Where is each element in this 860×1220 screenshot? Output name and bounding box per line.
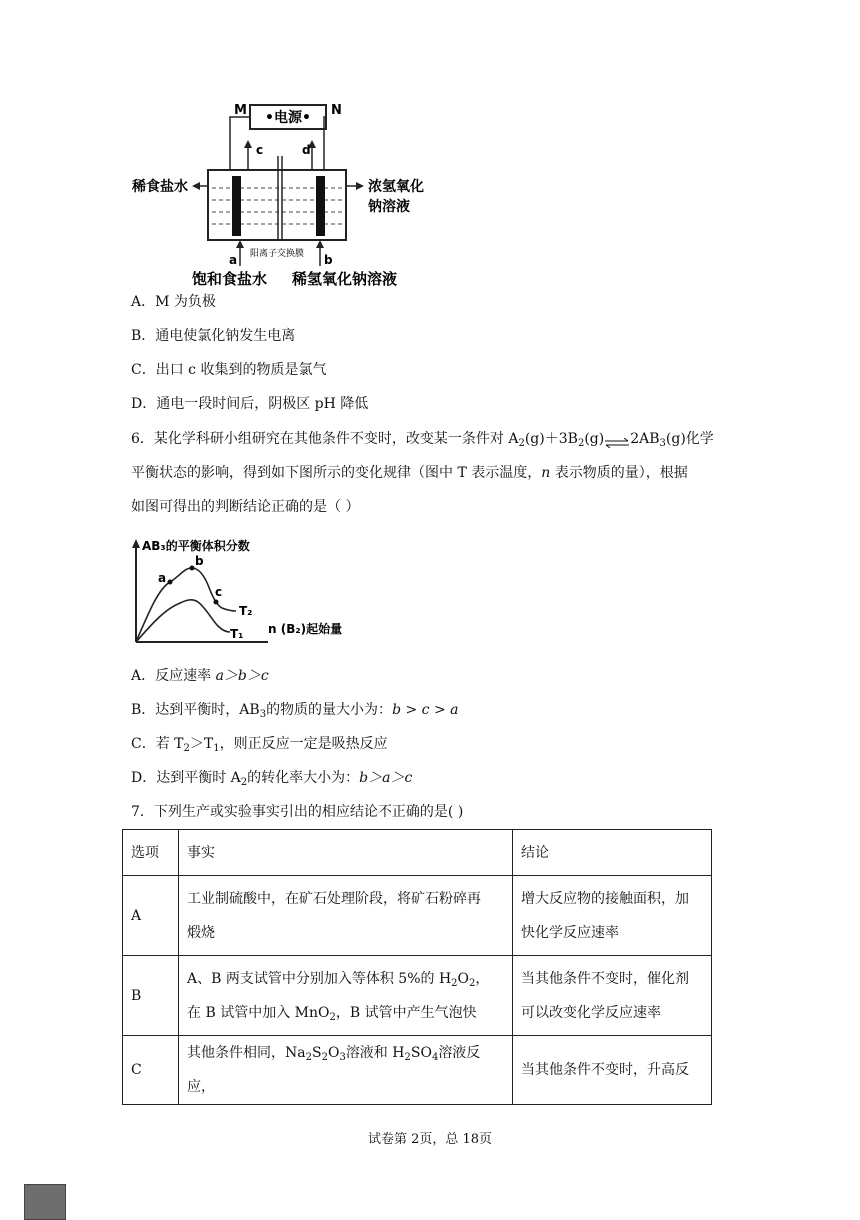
row-c-fact: 其他条件相同，$Na_2S_2O_3$溶液和 $H_2SO_4$溶液反应， bbox=[179, 1036, 513, 1105]
header-conclusion: 结论 bbox=[513, 830, 712, 876]
equilibrium-arrow-icon bbox=[604, 434, 630, 444]
y-axis-arrow bbox=[132, 539, 140, 548]
header-fact: 事实 bbox=[179, 830, 513, 876]
q7-table bbox=[122, 829, 712, 1105]
table-row bbox=[123, 1036, 712, 1105]
row-a-fact: 工业制硫酸中，在矿石处理阶段，将矿石粉碎再 煅烧 bbox=[179, 876, 513, 956]
right-outlet-arrow bbox=[356, 182, 364, 190]
corner-block bbox=[24, 1184, 66, 1220]
point-c-marker bbox=[214, 600, 219, 605]
row-b-fact: A、B 两支试管中分别加入等体积 5%的 $H_2O_2$， 在 B 试管中加入 MnO$_2$，B 试管中产生气泡快 bbox=[179, 956, 513, 1036]
row-a-conclusion: 增大反应物的接触面积，加 快化学反应速率 bbox=[513, 876, 712, 956]
right-outlet-label-1: 浓氢氧化 bbox=[368, 179, 424, 195]
table-header-row bbox=[123, 830, 712, 876]
cell-body bbox=[208, 170, 346, 240]
right-outlet-label-2: 钠溶液 bbox=[368, 199, 410, 215]
outlet-d-label: d bbox=[302, 143, 311, 157]
curve-t1-label: T₁ bbox=[230, 627, 244, 641]
point-c-label: c bbox=[215, 585, 223, 599]
row-b-conclusion: 当其他条件不变时，催化剂 可以改变化学反应速率 bbox=[513, 956, 712, 1036]
header-option: 选项 bbox=[123, 830, 179, 876]
outlet-c-label: c bbox=[256, 143, 264, 157]
point-b-label: b bbox=[195, 554, 204, 568]
row-b-option: B bbox=[123, 956, 179, 1036]
inlet-b-label: b bbox=[324, 253, 333, 267]
q7-stem: 7．下列生产或实验事实引出的相应结论不正确的是( ) bbox=[131, 804, 464, 820]
q6-stem-line-2: 平衡状态的影响，得到如下图所示的变化规律（图中 T 表示温度，n 表示物质的量），根据 bbox=[131, 465, 688, 481]
curve-t2 bbox=[136, 568, 236, 642]
bottom-right-label: 稀氢氧化钠溶液 bbox=[292, 270, 398, 288]
q6-option-d: D．达到平衡时 $A_2$的转化率大小为：b＞a＞c bbox=[131, 770, 413, 788]
q5-option-b: B．通电使氯化钠发生电离 bbox=[131, 328, 296, 344]
row-a-option: A bbox=[123, 876, 179, 956]
q6-stem-line-1: 6．某化学科研小组研究在其他条件不变时，改变某一条件对 $A_2(g)+3B_2(g)$ $2AB_3(g)$化学 bbox=[131, 431, 714, 449]
table-row bbox=[123, 956, 712, 1036]
inlet-a-label: a bbox=[229, 253, 238, 267]
point-b-marker bbox=[190, 566, 195, 571]
curve-t2-label: T₂ bbox=[239, 604, 253, 618]
q6-stem-line-3: 如图可得出的判断结论正确的是（ ） bbox=[131, 499, 360, 515]
equilibrium-graph bbox=[128, 534, 346, 646]
terminal-n-label: N bbox=[331, 103, 342, 118]
terminal-m-label: M bbox=[234, 103, 247, 118]
q6-option-a: A．反应速率 a＞b＞c bbox=[131, 668, 269, 684]
bottom-left-label: 饱和食盐水 bbox=[192, 270, 268, 288]
power-source-label: •电源• bbox=[265, 110, 311, 126]
q6-option-b: B．达到平衡时，$AB_3$的物质的量大小为：b > c > a bbox=[131, 702, 459, 720]
q5-option-c: C．出口 c 收集到的物质是氯气 bbox=[131, 362, 327, 378]
q5-option-a: A．M 为负极 bbox=[131, 294, 216, 310]
outlet-c-arrow bbox=[244, 140, 252, 148]
row-c-conclusion: 当其他条件不变时，升高反 bbox=[513, 1036, 712, 1105]
q5-option-d: D．通电一段时间后，阴极区 pH 降低 bbox=[131, 396, 369, 412]
cathode-electrode bbox=[316, 176, 325, 236]
inlet-a-arrow bbox=[236, 240, 244, 248]
electrolysis-cell-diagram bbox=[128, 96, 428, 292]
left-outlet-label: 稀食盐水 bbox=[132, 179, 188, 195]
point-a-label: a bbox=[158, 571, 167, 585]
q6-option-c: C．若 $T_2>T_1$，则正反应一定是吸热反应 bbox=[131, 736, 388, 754]
membrane-label: 阳离子交换膜 bbox=[250, 249, 305, 259]
curve-t1 bbox=[136, 600, 230, 642]
anode-electrode bbox=[232, 176, 241, 236]
left-outlet-arrow bbox=[192, 182, 200, 190]
y-axis-label: AB₃的平衡体积分数 bbox=[142, 539, 250, 553]
point-a-marker bbox=[168, 580, 173, 585]
table-row bbox=[123, 876, 712, 956]
row-c-option: C bbox=[123, 1036, 179, 1105]
x-axis-label: n (B₂)起始量 bbox=[268, 622, 343, 636]
page-footer: 试卷第 2页，总 18页 bbox=[367, 1132, 493, 1147]
inlet-b-arrow bbox=[316, 240, 324, 248]
